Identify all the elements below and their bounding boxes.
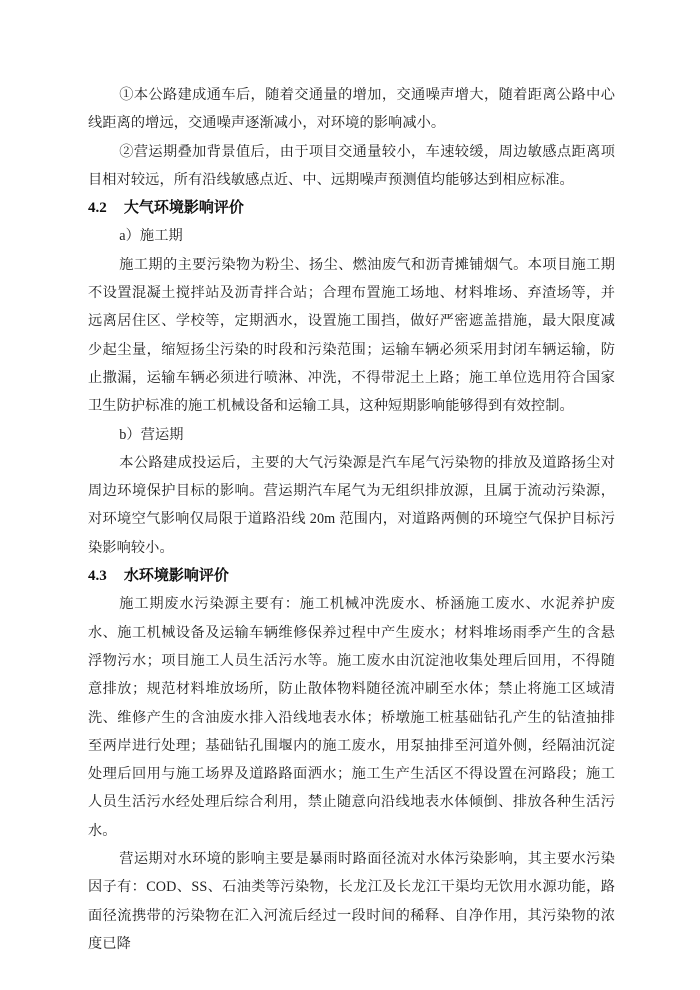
paragraph-noise-operation-1: ①本公路建成通车后，随着交通量的增加，交通噪声增大，随着距离公路中心线距离的增远，交通噪声逐渐减小，对环境的影响减小。 xyxy=(88,87,615,132)
subheading-operation-period: b）营运期 xyxy=(119,426,184,443)
subheading-construction-period: a）施工期 xyxy=(119,228,183,245)
paragraph-water-construction: 施工期废水污染源主要有：施工机械冲洗废水、桥涵施工废水、水泥养护废水、施工机械设备及运输车辆维修保养过程中产生废水；材料堆场雨季产生的含悬浮物污水；项目施工人员生活污水等。施工废水由沉淀池收集处理后回用，不得随意排放；规范材料堆放场所，防止散体物料随径流冲刷至水体；禁止将施工区域清洗、维修产生的含油废水排入沿线地表水体；桥墩施工桩基础钻孔产生的钻渣抽排至两岸进行处理；基础钻孔围堰内的施工废水，用泵抽排至河道外侧，经隔油沉淀处理后回用与施工场界及道路路面洒水；施工生产生活区不得设置在河路段；施工人员生活污水经处理后综合利用，禁止随意向沿线地表水体倾倒、排放各种生活污水。 xyxy=(88,596,615,839)
section-heading-4-2 xyxy=(88,194,615,222)
paragraph-air-operation: 本公路建成投运后，主要的大气污染源是汽车尾气污染物的排放及道路扬尘对周边环境保护目标的影响。营运期汽车尾气为无组织排放源，且属于流动污染源，对环境空气影响仅局限于道路沿线 20m 范围内，对道路两侧的环境空气保护目标污染影响较小。 xyxy=(88,454,615,556)
section-title: 大气环境影响评价 xyxy=(123,199,244,217)
paragraph-noise-operation-2: ②营运期叠加背景值后，由于项目交通量较小，车速较缓，周边敏感点距离项目相对较远，所有沿线敏感点近、中、远期噪声预测值均能够达到相应标准。 xyxy=(88,143,615,188)
document-content xyxy=(88,81,615,958)
section-number: 4.3 xyxy=(88,568,107,585)
section-title: 水环境影响评价 xyxy=(123,567,229,585)
paragraph-water-operation: 营运期对水环境的影响主要是暴雨时路面径流对水体污染影响，其主要水污染因子有：COD、SS、石油类等污染物，长龙江及长龙江干渠均无饮用水源功能，路面径流携带的污染物在汇入河流后经过一段时间的稀释、自净作用，其污染物的浓度已降 xyxy=(88,851,615,952)
section-number: 4.2 xyxy=(88,200,107,217)
section-heading-4-3 xyxy=(88,562,615,590)
paragraph-air-construction: 施工期的主要污染物为粉尘、扬尘、燃油废气和沥青摊铺烟气。本项目施工期不设置混凝土搅拌站及沥青拌合站；合理布置施工场地、材料堆场、弃渣场等，并远离居住区、学校等，定期洒水，设置施工围挡，做好严密遮盖措施，最大限度减少起尘量，缩短扬尘污染的时段和污染范围；运输车辆必须采用封闭车辆运输，防止撒漏，运输车辆必须进行喷淋、冲洗，不得带泥土上路；施工单位选用符合国家卫生防护标准的施工机械设备和运输工具，这种短期影响能够得到有效控制。 xyxy=(88,256,615,415)
